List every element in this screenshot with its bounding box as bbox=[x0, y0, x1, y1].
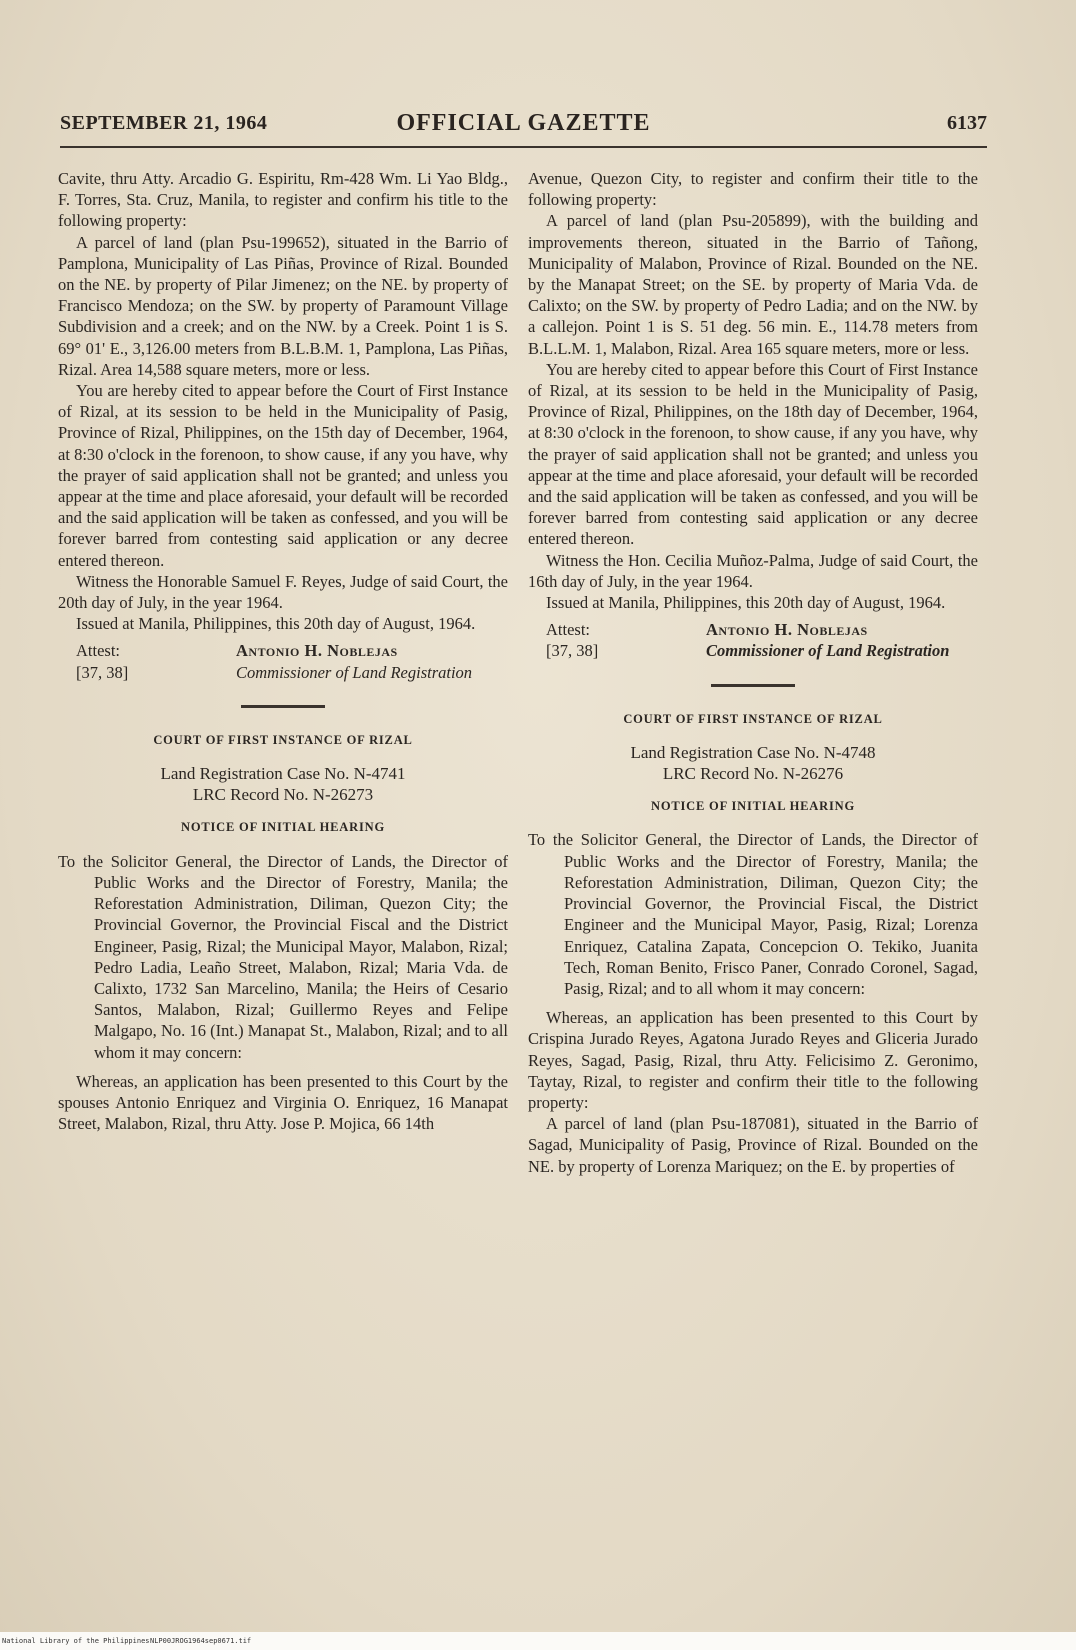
case-number: Land Registration Case No. N-4748 bbox=[630, 742, 876, 762]
paragraph: Whereas, an application has been presented to this Court by Crispina Jurado Reyes, Agatona Jurado Reyes and Gliceria Jurado Reyes, Sagad, Pasig, Rizal, thru Atty. Felicisimo Z. Geronimo, Taytay, Rizal, to register and confirm their title to the following property: bbox=[528, 1008, 978, 1112]
court-heading: COURT OF FIRST INSTANCE OF RIZAL bbox=[153, 732, 413, 747]
paragraph: Cavite, thru Atty. Arcadio G. Espiritu, Rm-428 Wm. Li Yao Bldg., F. Torres, Sta. Cruz, Manila, to register and confirm his title to the following property: bbox=[58, 169, 508, 231]
attest-title: Commissioner of Land Registration bbox=[236, 662, 473, 682]
issue-ref: [37, 38] bbox=[546, 641, 599, 661]
attest-block-2 bbox=[528, 640, 978, 661]
paragraph: Witness the Hon. Cecilia Muñoz-Palma, Judge of said Court, the 16th day of July, in the year 1964. bbox=[528, 550, 978, 591]
issue-ref: [37, 38] bbox=[76, 662, 129, 682]
header-date: SEPTEMBER 21, 1964 bbox=[60, 112, 268, 134]
attest-block bbox=[528, 619, 978, 640]
attest-label: Attest: bbox=[546, 620, 590, 640]
paragraph: You are hereby cited to appear before this Court of First Instance of Rizal, at its session to be held in the Municipality of Pasig, Province of Rizal, Philippines, on the 18th day of December, 1964, at 8:30 o'clock in the forenoon, to show cause, if any you have, why the prayer of said application shall not be granted; and unless you appear at the time and place aforesaid, your default will be recorded and the said application will be taken as confessed, and you will be forever barred from contesting said application or any decree entered thereon. bbox=[528, 359, 978, 549]
paragraph: Whereas, an application has been presented to this Court by the spouses Antonio Enriquez and Virginia O. Enriquez, 16 Manapat Street, Malabon, Rizal, thru Atty. Jose P. Mojica, 66 14th bbox=[58, 1071, 508, 1134]
attest-label: Attest: bbox=[76, 641, 120, 661]
notice-heading: NOTICE OF INITIAL HEARING bbox=[651, 799, 855, 814]
attest-name: Antonio H. Noblejas bbox=[706, 620, 868, 640]
paragraph: A parcel of land (plan Psu-205899), with the building and improvements thereon, situated in the Barrio of Tañong, Municipality of Malabon, Province of Rizal. Bounded on the NE. by the Manapat Street; on the SE. by property of Maria Vda. de Calixto; on the SW. by property of Pedro Ladia; and on the NW. by a callejon. Point 1 is S. 51 deg. 56 min. E., 114.78 meters from B.L.L.M. 1, Malabon, Rizal. Area 165 square meters, more or less. bbox=[528, 211, 978, 358]
attest-name: Antonio H. Noblejas bbox=[236, 641, 398, 661]
footer-library: National Library of the Philippines bbox=[2, 1637, 150, 1645]
case-number: Land Registration Case No. N-4741 bbox=[160, 764, 406, 784]
notice-heading: NOTICE OF INITIAL HEARING bbox=[181, 820, 385, 835]
page-number: 6137 bbox=[947, 112, 987, 134]
footer-file: NLP00JROG1964sep0671.tif bbox=[150, 1637, 252, 1645]
court-heading: COURT OF FIRST INSTANCE OF RIZAL bbox=[623, 711, 883, 726]
record-number: LRC Record No. N-26273 bbox=[192, 785, 374, 805]
paragraph: Issued at Manila, Philippines, this 20th day of August, 1964. bbox=[546, 593, 946, 613]
addressees: To the Solicitor General, the Director of Lands, the Director of Public Works and the Director of Forestry, Manila; the Reforestation Administration, Diliman, Quezon City; the Provincial Governor, the Provincial Fiscal and the District Engineer, Pasig, Rizal; the Municipal Mayor, Malabon, Rizal; Pedro Ladia, Leaño Street, Malabon, Rizal; Maria Vda. de Calixto, 1732 San Marcelino, Manila; the Heirs of Cesario Santos, Malabon, Rizal; Guillermo Reyes and Felipe Malgapo, No. 16 (Int.) Manapat St., Malabon, Rizal; and to all whom it may concern: bbox=[58, 851, 508, 1062]
record-number: LRC Record No. N-26276 bbox=[662, 764, 844, 784]
attest-block bbox=[58, 640, 508, 661]
paragraph: Issued at Manila, Philippines, this 20th day of August, 1964. bbox=[76, 614, 476, 634]
paragraph: Avenue, Quezon City, to register and confirm their title to the following property: bbox=[528, 169, 978, 210]
paragraph: A parcel of land (plan Psu-199652), situated in the Barrio of Pamplona, Municipality of Las Piñas, Province of Rizal. Bounded on the NE. by property of Pilar Jimenez; on the NE. by property of Francisco Mendoza; on the SW. by property of Paramount Village Subdivision and a creek; and on the NW. by a Creek. Point 1 is S. 69° 01' E., 3,126.00 meters from B.L.B.M. 1, Pamplona, Las Piñas, Rizal. Area 14,588 square meters, more or less. bbox=[58, 232, 508, 379]
header-rule bbox=[60, 146, 987, 148]
header-title: OFFICIAL GAZETTE bbox=[396, 110, 651, 136]
addressees: To the Solicitor General, the Director of Lands, the Director of Public Works and the Director of Forestry, Manila; the Reforestation Administration, Diliman, Quezon City; the Provincial Governor, the Provincial Fiscal, the District Engineer and the Municipal Mayor, Pasig, Rizal; Lorenza Enriquez, Catalina Zapata, Concepcion O. Tekiko, Juanita Tech, Roman Benito, Frisco Paner, Conrado Coronel, Sagad, Pasig, Rizal; and to all whom it may concern: bbox=[528, 830, 978, 998]
paragraph: You are hereby cited to appear before the Court of First Instance of Rizal, at its session to be held in the Municipality of Pasig, Province of Rizal, Philippines, on the 15th day of December, 1964, at 8:30 o'clock in the forenoon, to show cause, if any you have, why the prayer of said application shall not be granted; and unless you appear at the time and place aforesaid, your default will be recorded and the said application will be taken as confessed, and you will be forever barred from contesting said application or any decree entered thereon. bbox=[58, 381, 508, 570]
attest-title: Commissioner of Land Registration bbox=[706, 641, 950, 661]
left-column bbox=[58, 168, 508, 1134]
section-divider bbox=[711, 684, 795, 687]
paragraph: Witness the Honorable Samuel F. Reyes, Judge of said Court, the 20th day of July, in the year 1964. bbox=[58, 571, 508, 613]
page-header bbox=[60, 110, 987, 144]
paragraph: A parcel of land (plan Psu-187081), situated in the Barrio of Sagad, Municipality of Pasig, Province of Rizal. Bounded on the NE. by property of Lorenza Mariquez; on the E. by properties of bbox=[528, 1114, 978, 1176]
scan-footer bbox=[0, 1632, 1076, 1650]
section-divider bbox=[241, 705, 325, 708]
attest-block-2 bbox=[58, 662, 508, 683]
right-column bbox=[528, 168, 978, 1177]
